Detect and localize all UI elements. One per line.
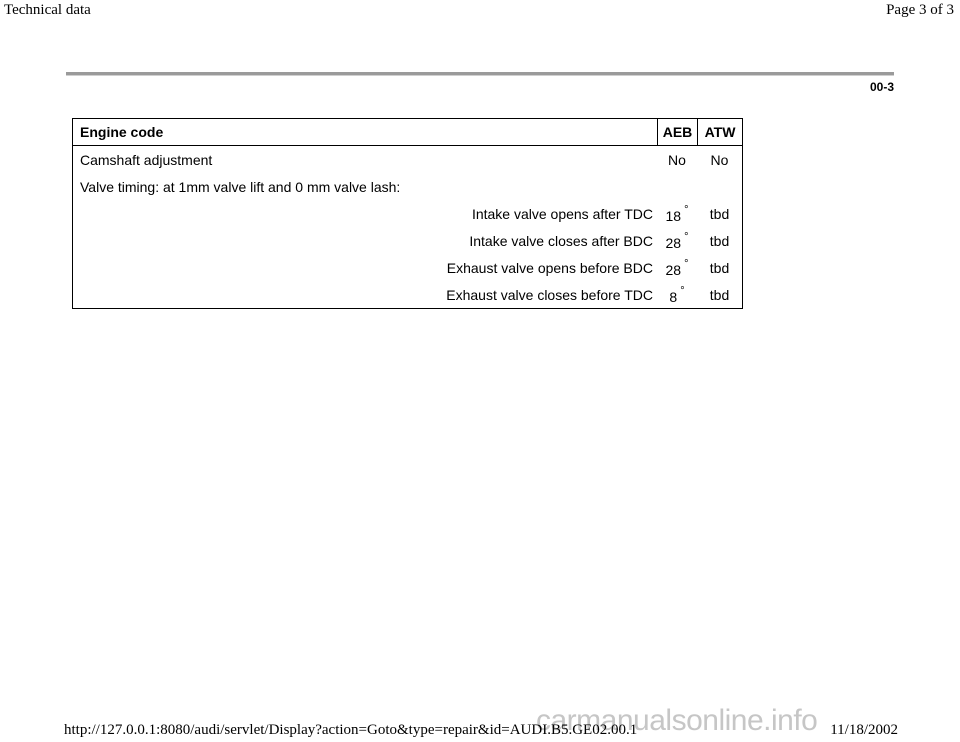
- degree-symbol: °: [684, 257, 689, 270]
- page-indicator: Page 3 of 3: [886, 2, 954, 18]
- aeb-degrees: 28: [665, 234, 682, 251]
- row-atw-value: tbd: [709, 232, 730, 249]
- row-aeb-value: [657, 200, 697, 227]
- table-row: [73, 227, 742, 254]
- row-aeb-value: [657, 281, 697, 308]
- aeb-degrees: 28: [665, 261, 682, 278]
- row-label: Intake valve opens after TDC: [471, 205, 653, 222]
- row-label: Exhaust valve opens before BDC: [446, 259, 653, 276]
- row-atw-value: No: [710, 151, 729, 168]
- aeb-degrees: 8: [669, 288, 678, 305]
- document-title: Technical data: [4, 2, 91, 18]
- row-atw-value: tbd: [709, 205, 730, 222]
- header-engine-code: Engine code: [80, 124, 164, 140]
- footer-url-link[interactable]: http://127.0.0.1:8080/audi/servlet/Display?action=Goto&type=repair&id=AUDI.B5.GE02.00.1: [64, 722, 638, 738]
- footer-date: 11/18/2002: [830, 722, 898, 738]
- page-code: 00-3: [869, 80, 894, 94]
- row-atw-value: [697, 173, 742, 200]
- header-rule: [66, 72, 894, 76]
- technical-data-table: [72, 118, 743, 309]
- table-row: [73, 200, 742, 227]
- table-row: [73, 254, 742, 281]
- row-aeb-value: [657, 173, 697, 200]
- degree-symbol: °: [680, 284, 685, 297]
- row-label: Exhaust valve closes before TDC: [446, 286, 653, 303]
- row-label: Intake valve closes after BDC: [469, 232, 653, 249]
- row-atw-value: tbd: [709, 259, 730, 276]
- row-atw-value: tbd: [709, 286, 730, 303]
- watermark-logo: carmanualsonline.info: [536, 704, 818, 737]
- row-aeb-value: [657, 227, 697, 254]
- row-aeb-value: No: [668, 151, 686, 168]
- row-label: Camshaft adjustment: [80, 151, 213, 168]
- row-label: Valve timing: at 1mm valve lift and 0 mm valve lash:: [80, 178, 401, 195]
- degree-symbol: °: [684, 203, 689, 216]
- table-row: [73, 146, 742, 173]
- header-atw: ATW: [697, 119, 742, 145]
- header-aeb: AEB: [657, 119, 697, 145]
- table-header-row: [73, 119, 742, 146]
- aeb-degrees: 18: [665, 207, 682, 224]
- row-aeb-value: [657, 254, 697, 281]
- table-row: [73, 281, 742, 308]
- table-row: [73, 173, 742, 200]
- degree-symbol: °: [684, 230, 689, 243]
